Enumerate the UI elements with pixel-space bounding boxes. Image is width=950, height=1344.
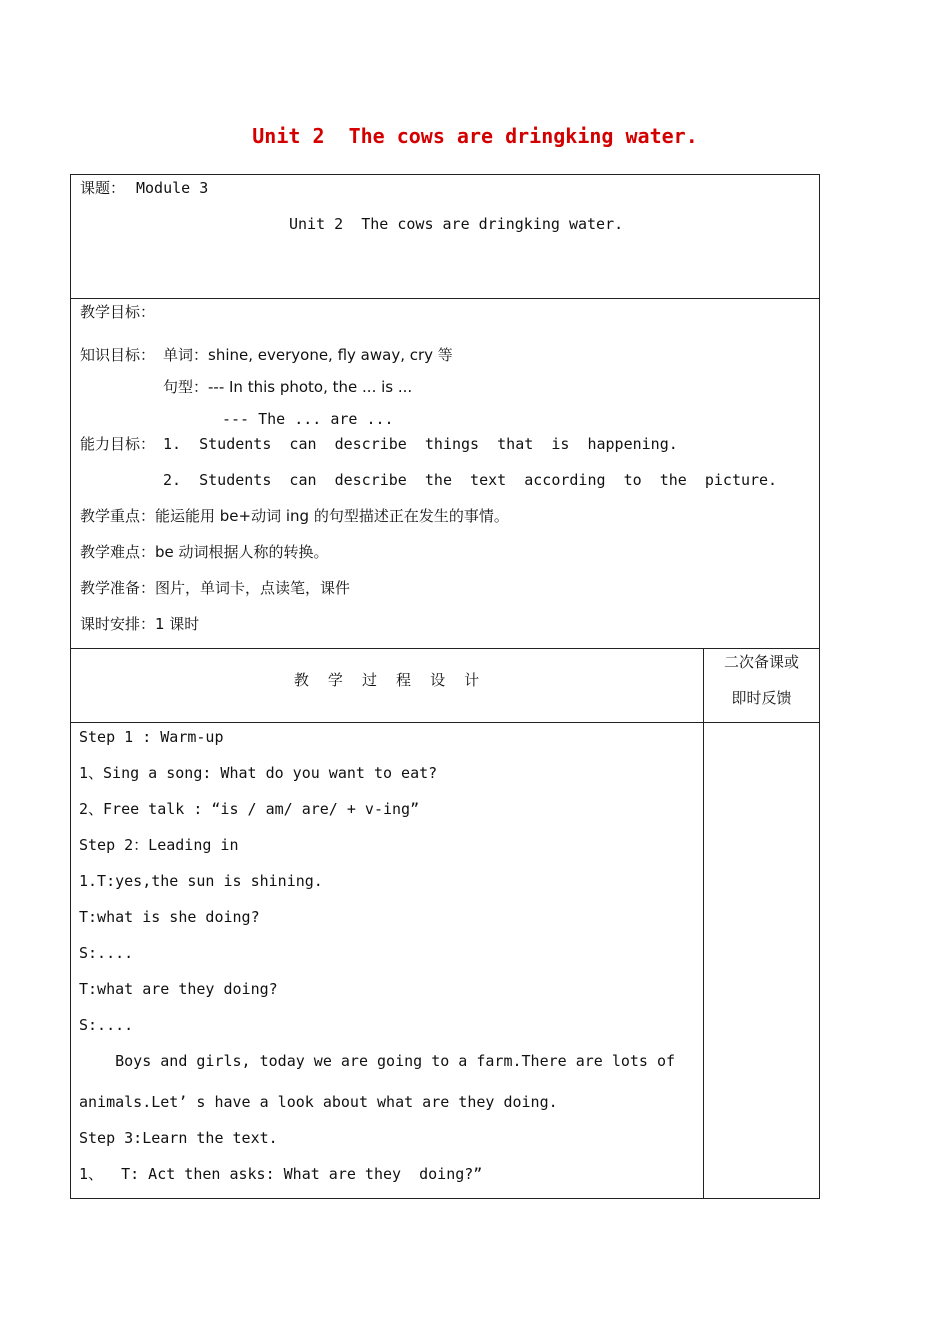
sentence-pattern-2: --- The ... are ...: [222, 410, 394, 428]
schedule: 课时安排：1 课时: [80, 615, 200, 633]
knowledge-words: 单词：shine, everyone, fly away, cry 等: [163, 346, 453, 364]
sentence-pattern-1: 句型：--- In this photo, the ... is ...: [163, 378, 413, 396]
ability-item-2: 2. Students can describe the text according to the picture.: [163, 471, 778, 489]
ability-label: 能力目标：: [80, 435, 156, 453]
process-line: Step 2：Leading in: [79, 836, 239, 854]
row-divider-3: [70, 722, 820, 723]
process-line: Step 1 : Warm-up: [79, 728, 224, 746]
preparation: 教学准备：图片，单词卡，点读笔，课件: [80, 579, 351, 597]
topic-label: 课题：: [80, 179, 126, 197]
difficulty: 教学难点：be 动词根据人称的转换。: [80, 543, 329, 561]
row-divider-1: [70, 298, 820, 299]
column-divider: [703, 648, 704, 1199]
process-heading: 教 学 过 程 设 计: [293, 671, 480, 689]
ability-item-1: 1. Students can describe things that is happening.: [163, 435, 678, 453]
process-line: 1、 T: Act then asks: What are they doing?”: [79, 1165, 483, 1183]
process-line: S:....: [79, 944, 134, 962]
process-line: 1、Sing a song: What do you want to eat?: [79, 764, 438, 782]
process-line: animals.Let’ s have a look about what are they doing.: [79, 1093, 558, 1111]
process-line: 2、Free talk : “is / am/ are/ + v-ing”: [79, 800, 420, 818]
feedback-heading-line-2: 即时反馈: [731, 689, 792, 707]
topic-unit: Unit 2 The cows are dringking water.: [289, 215, 624, 233]
process-line: Boys and girls, today we are going to a farm.There are lots of: [79, 1052, 676, 1070]
process-line: T:what is she doing?: [79, 908, 260, 926]
process-line: S:....: [79, 1016, 134, 1034]
knowledge-label: 知识目标：: [80, 346, 156, 364]
row-divider-2: [70, 648, 820, 649]
topic-module: Module 3: [136, 179, 209, 197]
process-line: 1.T:yes,the sun is shining.: [79, 872, 323, 890]
document-title: Unit 2 The cows are dringking water.: [252, 124, 698, 148]
feedback-heading-line-1: 二次备课或: [723, 653, 799, 671]
objectives-heading: 教学目标：: [80, 303, 156, 321]
key-point: 教学重点：能运能用 be+动词 ing 的句型描述正在发生的事情。: [80, 507, 509, 525]
process-line: Step 3:Learn the text.: [79, 1129, 278, 1147]
process-line: T:what are they doing?: [79, 980, 278, 998]
